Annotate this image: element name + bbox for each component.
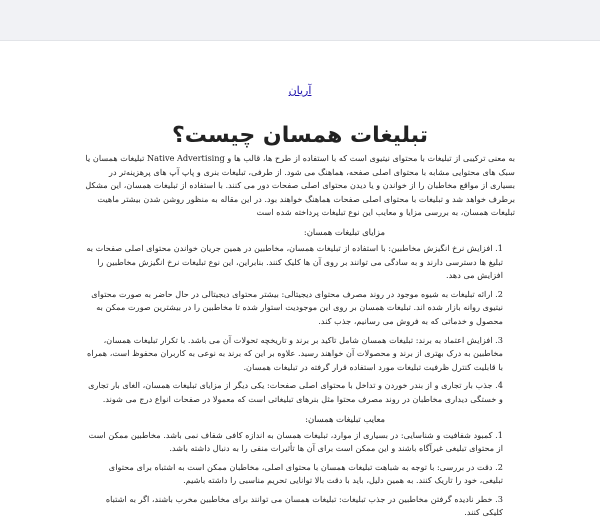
article-title: تبلیغات همسان چیست؟ — [171, 123, 428, 148]
article — [85, 84, 515, 526]
advantage-item: 1. افزایش نرخ انگیزش مخاطبین: با استفاده از تبلیغات همسان، مخاطبین در همین جریان خواندن محتوای اصلی صفحات به تبلیغ ها دسترسی دارند و به سادگی می توانند بر روی آن ها کلیک کنند. بنابراین، این نوع تبلیغات نرخ انگیزش مخاطبین را افزایش می دهد. — [86, 242, 503, 281]
advantage-item: 3. افزایش اعتماد به برند: تبلیغات همسان شامل تاکید بر برند و تاریخچه تحولات آن می باشد. با تکرار تبلیغات همسان، مخاطبین به درک بهتری از برند و محصولات آن خواهند رسید. علاوه بر این که برند به نوعی به کاربران محفوظ است، همراه با قابلیت کنترل ظرفیت تبلیغات مورد استفاده قرار گرفته در تبلیغات همسان. — [86, 334, 503, 372]
disadvantage-item: 1. کمبود شفافیت و شناسایی: در بسیاری از موارد، تبلیغات همسان به اندازه کافی شفاف نمی باشد. مخاطبین ممکن است از محتوای تبلیغی غیرآگاه باشند و این ممکن است برای آن ها تأثیرات منفی را به دنبال داشته باشد. — [88, 429, 503, 454]
disadvantages-heading: معایب تبلیغات همسان: — [305, 413, 385, 424]
advantages-heading: مزایای تبلیغات همسان: — [303, 226, 385, 237]
advantage-item: 4. جذب بار تجاری و از بندر خوردن و تداخل با محتوای اصلی صفحات: یکی دیگر از مزایای تبلیغات همسان، الغای بار تجاری و خستگی دیداری مخاطبان در روند مصرف محتوا مثل بنرهای تبلیغاتی است که معمولا در صفحات انواع درج می شوند. — [88, 380, 503, 404]
intro-paragraph: به معنی ترکیبی از تبلیغات با محتوای نیتیوی است که با استفاده از طرح ها، قالب ها و Native Advertising تبلیغات همسان یا سبک های محتوایی مشابه با محتوای اصلی صفحه، هماهنگ می شود. از طرفی، تبلیغات بنری و پاپ آپ های پرهزینه‌تر در بسیاری از مواقع مخاطبان را از خواندن و یا دیدن محتوای اصلی صفحات دور می کنند. با استفاده از تبلیغات همسان، این مشکل برطرف خواهد شد و تبلیغات با محتوای اصلی صفحات هماهنگ خواهند بود. در این مقاله به منظور روشن شدن بیشتر ماهیت تبلیغات همسان، به بررسی مزایا و معایب این نوع تبلیغات پرداخته شده است — [85, 153, 515, 218]
disadvantages-list — [85, 429, 515, 521]
disadvantage-item: 2. دقت در بررسی: با توجه به شباهت تبلیغات همسان با محتوای اصلی، مخاطبان ممکن است به اشتباه برای محتوای تبلیغی، خود را تاریک کنند. به همین دلیل، باید با دقت بالا توانایی تحریم مناسبی را داشته باشیم. — [108, 461, 503, 486]
disadvantage-item: 3. خطر نادیده گرفتن مخاطبین در جذب تبلیغات: تبلیغات همسان می توانند برای مخاطبین مخرب باشند، اگر به اشتباه کلیکی کنند. — [105, 493, 503, 518]
advantage-item: 2. ارائه تبلیغات به شیوه موجود در روند مصرف محتوای دیجیتالی: بیشتر محتوای دیجیتالی در حال حاضر به صورت محتوای نیتیوی روانه بازار شده اند. تبلیغات همسان بر روی این موجودیت استوار شده تا مخاطبین را در بیشترین صورت ممکن به محصول و خدماتی که به فروش می رسانیم، جذب کند. — [91, 288, 503, 326]
advantages-list — [85, 242, 515, 407]
author-line — [85, 84, 515, 97]
top-bar — [0, 0, 600, 41]
author-link[interactable]: آریان — [288, 84, 312, 97]
